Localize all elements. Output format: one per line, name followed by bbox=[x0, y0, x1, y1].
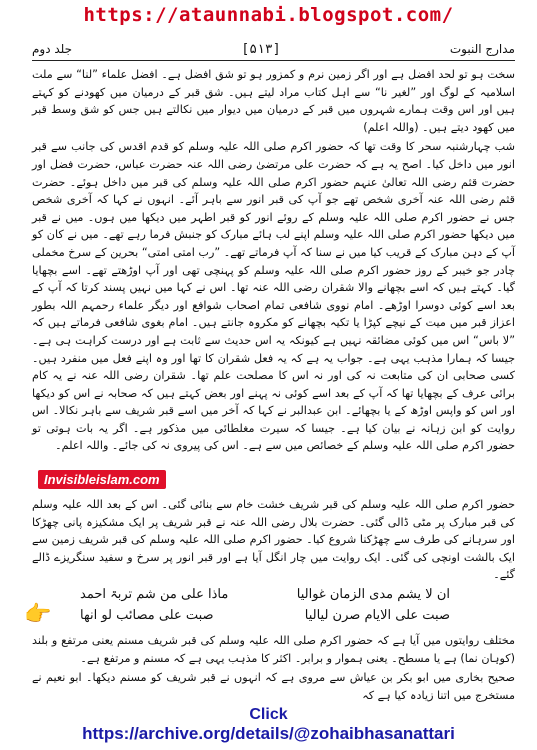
poem-row bbox=[80, 605, 450, 626]
poem-hemistich: ان لا یشم مدی الزمان غوالیا bbox=[296, 587, 450, 602]
volume-label: جلد دوم bbox=[32, 42, 73, 56]
page-number: [۵۱۳] bbox=[241, 41, 281, 57]
poem-hemistich: صبت علی مصائب لو انھا bbox=[80, 608, 214, 623]
body-section-1 bbox=[32, 66, 515, 457]
archive-url-link[interactable]: https://archive.org/details/@zohaibhasanattari bbox=[82, 724, 455, 743]
paragraph: حضور اکرم صلی اللہ علیہ وسلم کی قبر شریف خشت خام سے بنائی گئی۔ اس کے بعد اللہ علیہ وسلم کی قبر مبارک پر مٹی ڈالی گئی۔ حضرت بلال رضی اللہ عنہ نے قبر شریف پر ایک مشکیزہ پانی چھڑکا اور سرہانے کی طرف سے چھڑکنا شروع کیا۔ حضور اکرم صلی اللہ علیہ وسلم کی قبر شریف زمین سے ایک بالشت اونچی کی گئی۔ ایک روایت میں چار انگل آیا ہے اور قبر انور پر سرخ و سفید سنگریزے ڈالے گئے۔ bbox=[32, 498, 515, 582]
top-blog-url-link[interactable]: https://ataunnabi.blogspot.com/ bbox=[83, 4, 454, 26]
poem-verses bbox=[80, 584, 450, 626]
book-title: مدارج النبوت bbox=[449, 42, 515, 56]
poem-hemistich: صبت علی الایام صرن لیالیا bbox=[304, 608, 450, 623]
click-label[interactable]: Click bbox=[249, 706, 288, 723]
page-header bbox=[32, 38, 515, 61]
pointing-hand-icon: 👉 bbox=[24, 602, 52, 627]
poem-hemistich: ماذا علی من شم تربۃ احمد bbox=[80, 587, 229, 602]
paragraph: سخت ہو تو لحد افضل ہے اور اگر زمین نرم و کمزور ہو تو شق افضل ہے۔ افضل علماء ”لنا“ سے ملت اسلامیہ کے لوگ اور ”لغیر نا“ سے اہل کتاب مراد لیتے ہیں۔ شق قبر کے درمیان میں کھودنے کو کہتے ہیں اور اس وقت ہمارے شہروں میں قبر کے درمیان میں دیوار میں نکالتے ہیں جس کو شق وسط قبر میں کھود دیتے ہیں۔ (واللہ اعلم) bbox=[32, 68, 515, 134]
watermark-label: Invisibleislam.com bbox=[38, 470, 166, 489]
paragraph: مختلف روایتوں میں آیا ہے کہ حضور اکرم صلی اللہ علیہ وسلم کی قبر شریف مسنم یعنی مرتفع و بلند (کوہان نما) ہے یا مسطح۔ یعنی ہموار و برابر۔ اکثر کا مذہب یہی ہے کہ مسنم و مرتفع ہے۔ bbox=[32, 634, 515, 665]
paragraph: شب چہارشنبہ سحر کا وقت تھا کہ حضور اکرم صلی اللہ علیہ وسلم کو قدم اقدس کی جانب سے قبر انور میں داخل کیا۔ اصح یہ ہے کہ حضرت علی مرتضیٰ رضی اللہ عنہ حضرت عباس، حضرت فضل اور حضرت قثم رضی اللہ تعالیٰ عنہم حضور اکرم صلی اللہ علیہ وسلم کی قبر میں داخل ہوئے۔ حضرت قثم رضی اللہ عنہ آخری شخص تھے جو آپ کی قبر انور سے باہر آئے۔ انہوں نے کہا کہ آخری شخص جس نے حضور اکرم صلی اللہ علیہ وسلم کے روئے انور کو قبر اطہر میں دیکھا میں ہوں۔ میں نے قبر میں دیکھا حضور اکرم صلی اللہ علیہ وسلم اپنے لب ہائے مبارک کو جنبش فرما رہے تھے۔ میں نے کان کو آپ کے دہن مبارک کے قریب کیا میں نے سنا کہ آپ فرماتے تھے۔ ”رب امتی امتی“ بحرین کے سرخ مخملی چادر جو خیبر کے روز حضور اکرم صلی اللہ علیہ وسلم کو پہنچی تھی اور آپ اوڑھتے تھے۔ اسے بچھایا گیا۔ کہتے ہیں کہ اسے بچھانے والا شقران رضی اللہ عنہ تھا۔ اس نے کہا میں نہیں پسند کرتا کہ آپ کے بعد اسے کوئی دوسرا اوڑھے۔ امام نووی شافعی تمام اصحاب شوافع اور دیگر علماء رحمہم اللہ بطور اعزاز قبر میں میت کے نیچے کپڑا یا تکیہ بچھانے کو مکروہ جانتے ہیں۔ امام بغوی شافعی فرماتے ہیں کہ ”لا باس“ اس میں کوئی مضائقہ نہیں ہے کیونکہ یہ اس حدیث سے ثابت ہے اور درست کراہت ہی ہے۔ جیسا کہ ہمارا مذہب یہی ہے۔ جواب یہ ہے کہ یہ فعل شقران کا تھا اور وہ اپنے فعل میں منفرد ہیں۔ کسی صحابی ان کی متابعت نہ کی اور نہ اس کا مصلحت علم تھا۔ شقران رضی اللہ عنہ نے یہ کام برائی عرف کے بچھایا تھا کہ آپ کے بعد اسے کوئی نہ پہنے اور بعض کہتے ہیں کہ صحابہ نے اس کو دیکھا اور اس کو واپس اوڑھ کے یا بچھائے۔ ابن عبدالبر نے کہا کہ آخر میں اسے قبر شریف سے باہر نکالا۔ اس روایت کو ابن زہانہ نے بیان کیا ہے۔ جیسا کہ سیرت مغلطائی میں مذکور ہے۔ اگر یہ بات ہوتی تو حضور اکرم صلی اللہ علیہ وسلم کے خصائص میں سے ہے۔ اس کی پیروی نہ کی جائے۔ واللہ اعلم۔ bbox=[32, 140, 515, 453]
body-section-2 bbox=[32, 496, 515, 586]
paragraph: صحیح بخاری میں ابو بکر بن عیاش سے مروی ہے کہ انہوں نے قبر شریف کو مسنم دیکھا۔ ابو نعیم نے مستخرج میں اتنا زیادہ کیا ہے کہ bbox=[32, 671, 515, 702]
poem-row bbox=[80, 584, 450, 605]
body-section-3 bbox=[32, 632, 515, 706]
